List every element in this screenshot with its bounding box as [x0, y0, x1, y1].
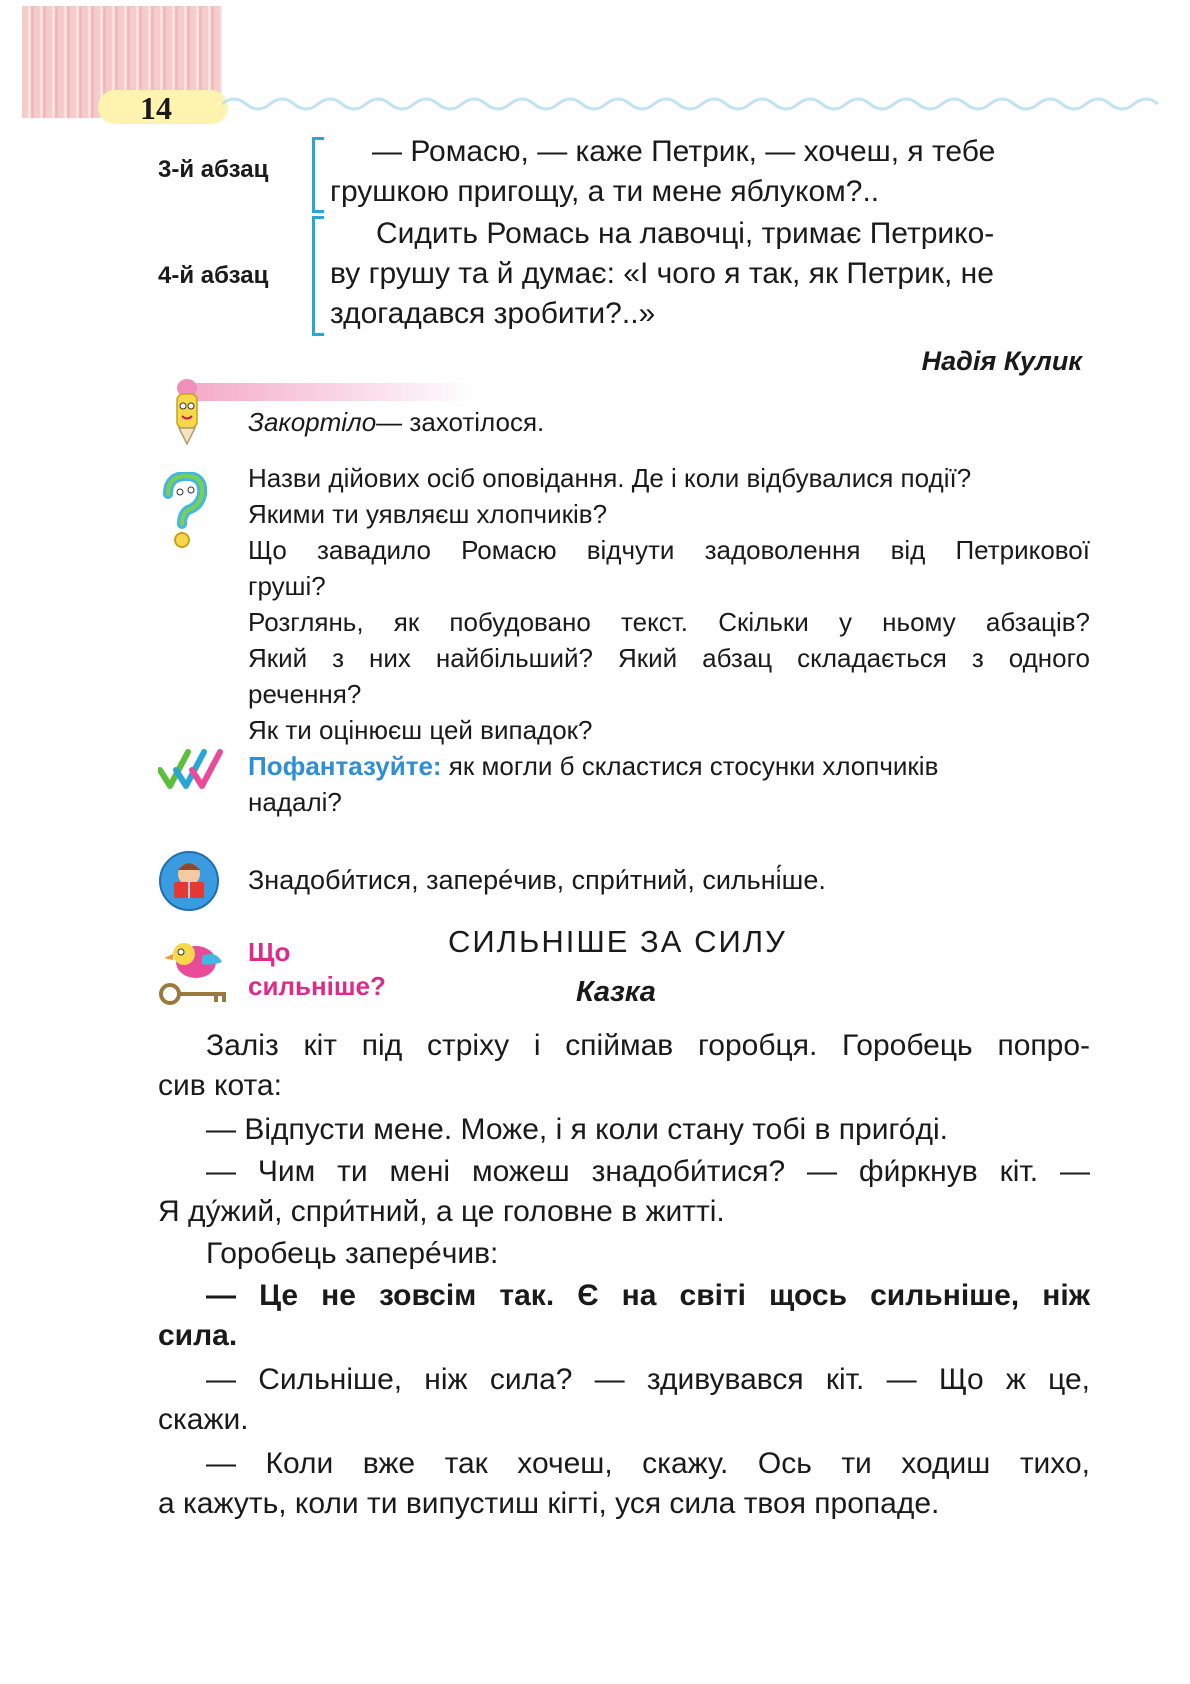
question-line: Назви дійових осіб оповідання. Де і коли відбувалися події?: [248, 463, 972, 493]
story-line: Горобець заперéчив:: [206, 1237, 499, 1270]
paragraph-4-line: ву грушу та й думає: «І чого я так, як Петрик, не: [330, 257, 994, 290]
paragraph-3-line: — Ромасю, — каже Петрик, — хочеш, я тебе: [372, 135, 996, 168]
story-line: скажи.: [158, 1403, 249, 1436]
story-line: сив кота:: [158, 1069, 282, 1102]
vocabulary-word: Закортіло: [248, 407, 377, 437]
task-line: надалі?: [248, 787, 342, 817]
paragraph-3-label: 3-й абзац: [158, 156, 269, 183]
question-line: Як ти оцінюєш цей випадок?: [248, 715, 593, 745]
story-line: — Коли вже так хочеш, скажу. Ось ти ходиш тихо,: [206, 1447, 1090, 1480]
question-line: речення?: [248, 679, 362, 709]
story-line: Заліз кіт під стріху і спіймав горобця. Горобець попро-: [206, 1029, 1090, 1062]
task-line: [248, 748, 1090, 784]
paragraph-4-line: Сидить Ромась на лавочці, тримає Петрико-: [376, 217, 995, 250]
page-number: 14: [140, 90, 172, 126]
story-line: сила.: [158, 1319, 238, 1352]
story-title: СИЛЬНІШЕ ЗА СИЛУ: [448, 924, 787, 959]
story-line: — Чим ти мені можеш знадоби́тися? — фи́ркнув кіт. —: [206, 1155, 1090, 1188]
story-line: — Відпусти мене. Може, і я коли стану тобі в приго́ді.: [206, 1113, 948, 1146]
vocabulary-definition: — захотілося.: [376, 407, 545, 437]
checkmarks-icon: [158, 748, 224, 792]
reading-child-icon: [158, 850, 220, 912]
paragraph-4-label: 4-й абзац: [158, 262, 269, 289]
question-line: Що завадило Ромасю відчути задоволення від Петрикової: [248, 535, 1090, 565]
vocabulary-entry: [248, 404, 1090, 440]
vocabulary-bar: [185, 383, 475, 401]
question-line: Розглянь, як побудовано текст. Скільки у ньому абзаців?: [248, 607, 1090, 637]
paragraph-3-line: грушкою пригощу, а ти мене яблуком?..: [330, 175, 880, 208]
wave-divider: [222, 92, 1172, 116]
question-line: Який з них найбільший? Який абзац складається з одного: [248, 643, 1090, 673]
story-line: а кажуть, коли ти випустиш кігті, уся сила твоя пропаде.: [158, 1487, 940, 1520]
stressed-words: Знадоби́тися, заперéчив, спри́тний, сильні́ше.: [248, 865, 826, 895]
question-line: груші?: [248, 571, 326, 601]
paragraph-3-bracket: [312, 137, 324, 213]
story-author: Надія Кулик: [921, 346, 1082, 376]
story-subtitle: Казка: [576, 976, 656, 1008]
story-side-label-line: Що: [248, 937, 291, 967]
story-side-label: [248, 935, 386, 1003]
pencil-mascot-icon: [170, 378, 204, 448]
task-lead: Пофантазуйте:: [248, 751, 442, 781]
bird-key-icon: [156, 936, 234, 1008]
paragraph-4-line: здогадався зробити?..»: [330, 297, 656, 330]
story-line: Я ду́жий, спри́тний, а це головне в житті.: [158, 1195, 725, 1228]
question-line: Якими ти уявляєш хлопчиків?: [248, 499, 608, 529]
story-side-label-line: сильніше?: [248, 971, 386, 1001]
paragraph-4-bracket: [312, 216, 324, 336]
question-mark-icon: [160, 472, 208, 550]
task-text: як могли б скластися стосунки хлопчиків: [441, 751, 939, 781]
story-line: — Сильніше, ніж сила? — здивувався кіт. — Що ж це,: [206, 1363, 1090, 1396]
story-line: — Це не зовсім так. Є на світі щось сильніше, ніж: [206, 1279, 1090, 1312]
